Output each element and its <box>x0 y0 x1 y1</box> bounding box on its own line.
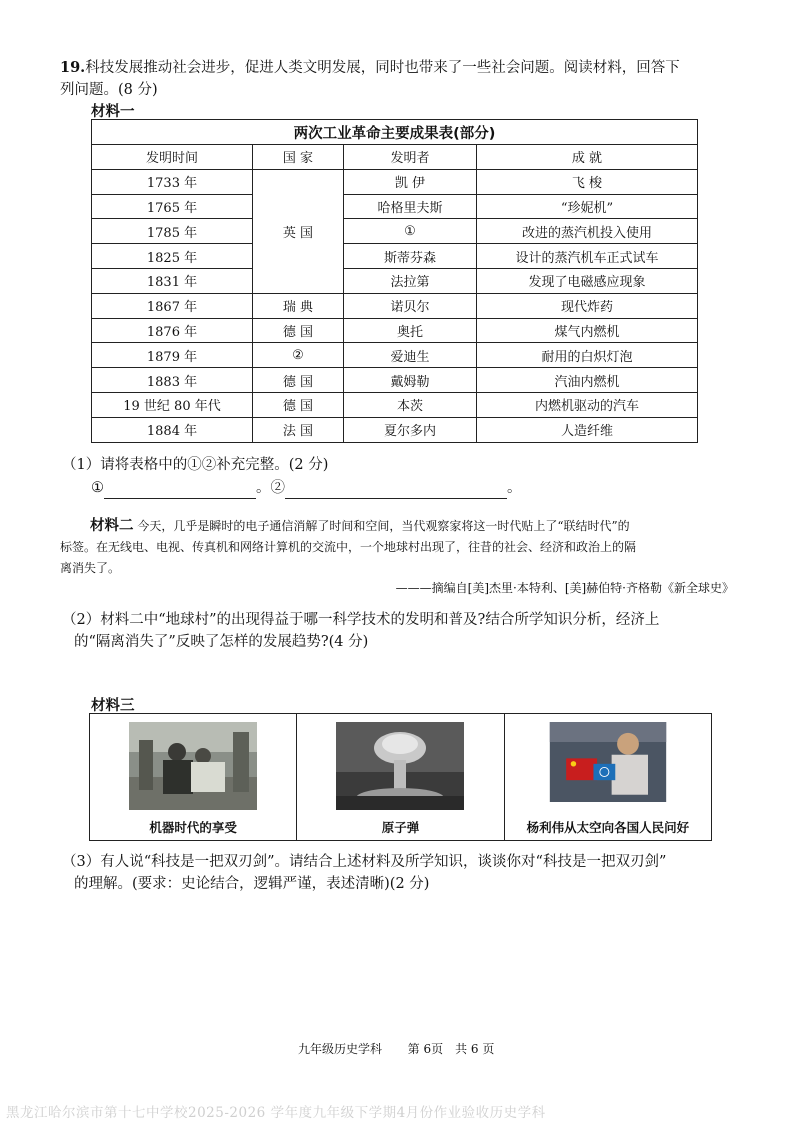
question-1: （1）请将表格中的①②补充完整。(2 分) <box>62 457 329 473</box>
watermark-text: 黑龙江哈尔滨市第十七中学校2025-2026 学年度九年级下学期4月份作业验收历史学科 <box>6 1105 546 1121</box>
material-1-label: 材料一 <box>91 104 135 120</box>
table-row <box>92 417 698 442</box>
results-table <box>91 119 698 443</box>
cell: 哈格里夫斯 <box>344 194 477 219</box>
answer-blank-1[interactable] <box>104 482 256 499</box>
material-2-label: 材料二 <box>90 518 134 534</box>
footer-subject: 九年级历史学科 <box>298 1042 383 1056</box>
header-cell: 国 家 <box>253 145 344 170</box>
header-cell: 成 就 <box>477 145 698 170</box>
cell: 戴姆勒 <box>344 368 477 393</box>
caption-machine-age: 机器时代的享受 <box>149 820 237 835</box>
cell: 现代炸药 <box>477 293 698 318</box>
material-3-images <box>89 713 712 841</box>
cell: 瑞 典 <box>253 293 344 318</box>
cell: 1884 年 <box>92 417 253 442</box>
cell: 人造纤维 <box>477 417 698 442</box>
material-2 <box>60 516 750 579</box>
table-row <box>92 293 698 318</box>
cell: 1867 年 <box>92 293 253 318</box>
cell: 诺贝尔 <box>344 293 477 318</box>
cell: 设计的蒸汽机车正式试车 <box>477 244 698 269</box>
question-number: 19. <box>60 59 86 76</box>
cell: 1831 年 <box>92 268 253 293</box>
cell: 煤气内燃机 <box>477 318 698 343</box>
cell: 1825 年 <box>92 244 253 269</box>
table-title: 两次工业革命主要成果表(部分) <box>92 120 698 145</box>
cell: 1879 年 <box>92 343 253 368</box>
table-row <box>92 343 698 368</box>
cell: 德 国 <box>253 368 344 393</box>
table-row <box>92 169 698 194</box>
cell: 德 国 <box>253 392 344 417</box>
question-3-line-1: （3）有人说“科技是一把双刃剑”。请结合上述材料及所学知识，谈谈你对“科技是一把双刃剑” <box>62 854 667 870</box>
footer-page: 第 6页 共 6 页 <box>407 1042 495 1056</box>
table-row <box>92 244 698 269</box>
table-row <box>92 219 698 244</box>
cell: 改进的蒸汽机投入使用 <box>477 219 698 244</box>
table-row <box>92 368 698 393</box>
answer-blank-2[interactable] <box>285 482 507 499</box>
machine-age-photo <box>129 722 257 810</box>
table-row <box>92 318 698 343</box>
question-2-line-2: 的“隔离消失了”反映了怎样的发展趋势?(4 分) <box>74 634 369 650</box>
cell: ② <box>253 343 344 368</box>
cell: 法 国 <box>253 417 344 442</box>
cell: 1733 年 <box>92 169 253 194</box>
cell: 爱迪生 <box>344 343 477 368</box>
caption-atomic-bomb: 原子弹 <box>381 820 420 835</box>
table-row <box>92 268 698 293</box>
image-cell-machine-age <box>90 714 297 840</box>
blank-1-marker: ① <box>91 480 104 496</box>
material-2-source: ———摘编自[美]杰里·本特利、[美]赫伯特·齐格勒《新全球史》 <box>395 581 734 595</box>
cell: 凯 伊 <box>344 169 477 194</box>
intro-line-1: 科技发展推动社会进步，促进人类文明发展，同时也带来了一些社会问题。阅读材料，回答下 <box>85 60 680 76</box>
cell: 飞 梭 <box>477 169 698 194</box>
question-3-line-2: 的理解。(要求：史论结合，逻辑严谨，表述清晰)(2 分) <box>74 876 430 892</box>
cell: 奥托 <box>344 318 477 343</box>
question-2 <box>62 609 752 653</box>
cell: 1765 年 <box>92 194 253 219</box>
cell: 法拉第 <box>344 268 477 293</box>
question-19-intro <box>60 57 750 101</box>
material-2-line-1: 今天，几乎是瞬时的电子通信消解了时间和空间，当代观察家将这一时代贴上了“联结时代”的 <box>137 519 630 533</box>
cell: 耐用的白炽灯泡 <box>477 343 698 368</box>
astronaut-photo <box>549 722 667 802</box>
answer-blanks <box>91 477 522 499</box>
header-cell: 发明时间 <box>92 145 253 170</box>
cell: 1883 年 <box>92 368 253 393</box>
cell: 斯蒂芬森 <box>344 244 477 269</box>
table-row <box>92 194 698 219</box>
question-3 <box>62 851 752 895</box>
blank-end: 。 <box>507 480 522 496</box>
caption-yang-liwei: 杨利伟从太空向各国人民问好 <box>526 820 690 835</box>
material-3-label: 材料三 <box>91 698 135 714</box>
cell: ① <box>344 219 477 244</box>
cell: 德 国 <box>253 318 344 343</box>
cell: 19 世纪 80 年代 <box>92 392 253 417</box>
material-2-line-2: 标签。在无线电、电视、传真机和网络计算机的交流中，一个地球村出现了，往昔的社会、经济和政治上的隔 <box>60 540 637 554</box>
cell: 本茨 <box>344 392 477 417</box>
cell: 1876 年 <box>92 318 253 343</box>
image-cell-yang-liwei <box>505 714 711 840</box>
cell: 发现了电磁感应现象 <box>477 268 698 293</box>
intro-line-2: 列问题。(8 分) <box>60 82 158 98</box>
header-cell: 发明者 <box>344 145 477 170</box>
cell: 1785 年 <box>92 219 253 244</box>
page-footer <box>298 1040 494 1057</box>
cell: 汽油内燃机 <box>477 368 698 393</box>
table-header-row <box>92 145 698 170</box>
image-cell-atomic-bomb <box>297 714 504 840</box>
cell: “珍妮机” <box>477 194 698 219</box>
table-row <box>92 392 698 417</box>
cell: 内燃机驱动的汽车 <box>477 392 698 417</box>
question-2-line-1: （2）材料二中“地球村”的出现得益于哪一科学技术的发明和普及?结合所学知识分析，经济上 <box>62 612 660 628</box>
material-2-line-3: 离消失了。 <box>60 561 121 575</box>
blank-2-marker: 。② <box>256 480 285 496</box>
atomic-bomb-photo <box>331 722 469 810</box>
cell: 夏尔多内 <box>344 417 477 442</box>
cell-country-merged: 英 国 <box>253 169 344 293</box>
